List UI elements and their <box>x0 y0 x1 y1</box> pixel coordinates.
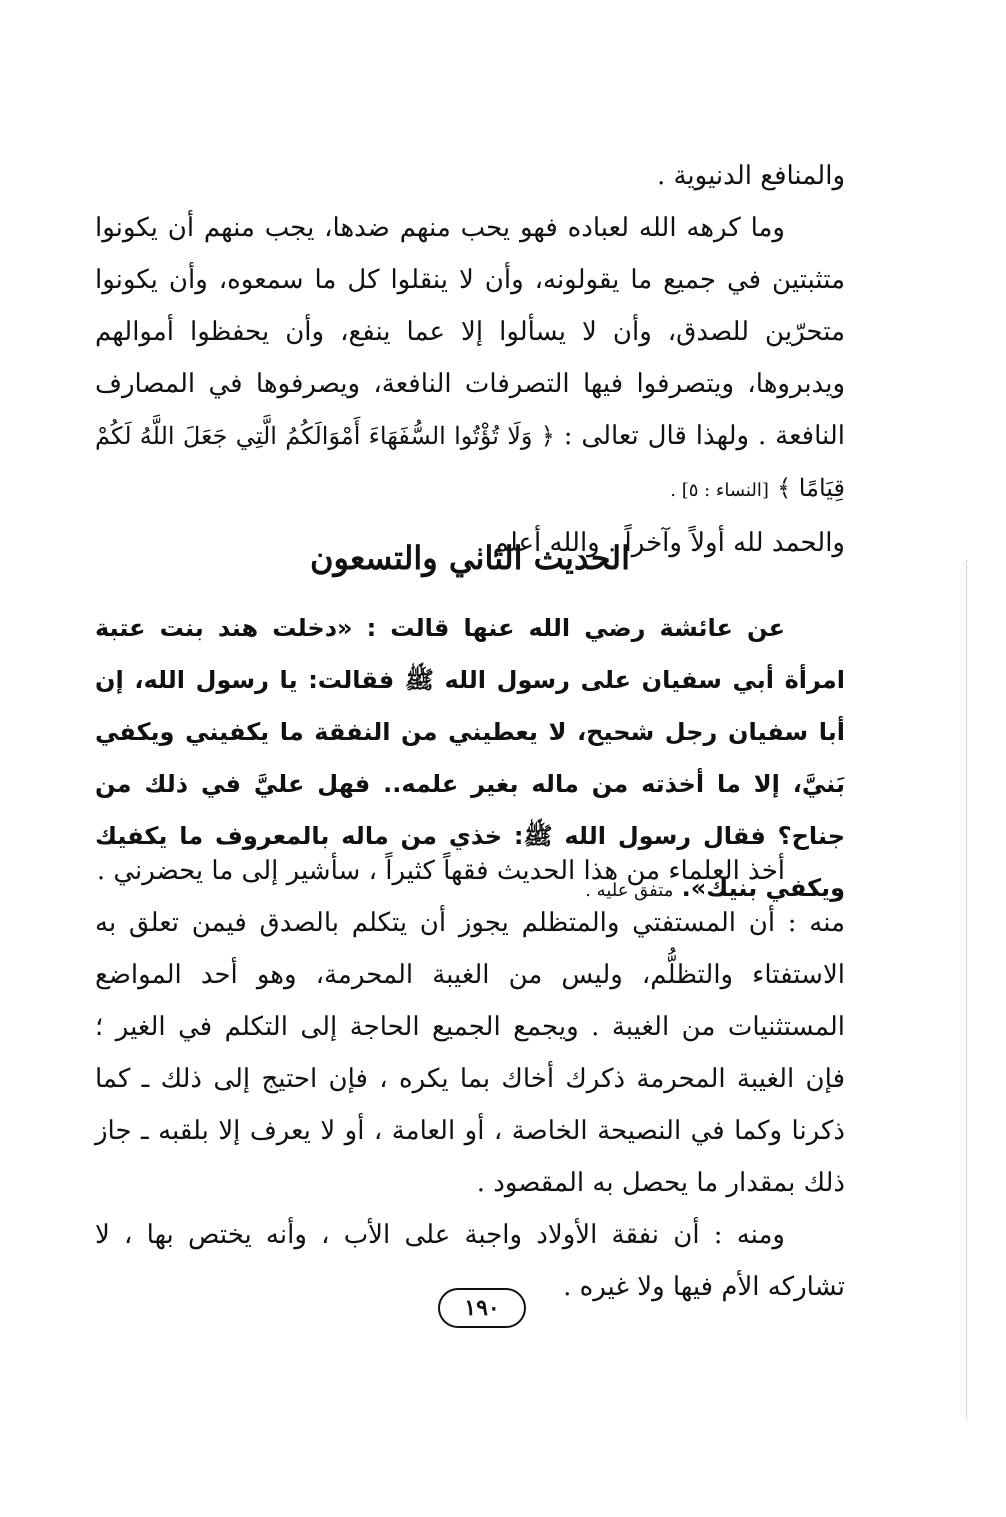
quran-verse: ﴿ وَلَا تُؤْتُوا السُّفَهَاءَ أَمْوَالَكُمُ الَّتِي جَعَلَ اللَّهُ لَكُمْ قِيَامًا ﴾ <box>95 422 845 502</box>
hadith-source: متفق عليه . <box>585 880 674 901</box>
continued-line: والمنافع الدنيوية . <box>656 161 845 191</box>
commentary-maintenance: ومنه : أن نفقة الأولاد واجبة على الأب ، وأنه يختص بها ، لا تشاركه الأم فيها ولا غيره . <box>95 1220 845 1302</box>
commentary-block <box>95 845 845 1313</box>
paragraph-text: وما كرهه الله لعباده فهو يحب منهم ضدها، يجب منهم أن يكونوا متثبتين في جميع ما يقولونه، وأن لا ينقلوا كل ما سمعوه، وأن يكونوا متحرّين للصدق، وأن لا يسألوا إلا عما ينفع، وأن يحفظوا أموالهم ويدبروها، ويتصرفوا فيها التصرفات النافعة، ويصرفوها في المصارف النافعة . ولهذا قال تعالى : <box>95 213 846 451</box>
closing-praise: والحمد لله أولاً وآخراً . والله أعلم . <box>476 528 845 558</box>
section-heading: الحديث الثاني والتسعون <box>309 539 631 577</box>
hadith-text: عن عائشة رضي الله عنها قالت : «دخلت هند بنت عتبة امرأة أبي سفيان على رسول الله ﷺ فقالت: يا رسول الله، إن أبا سفيان رجل شحيح، لا يعطيني من النفقة ما يكفيني ويكفي بَنيَّ، إلا ما أخذته من ماله بغير علمه.. فهل عليَّ في ذلك من جناح؟ فقال رسول الله ﷺ: خذي من ماله بالمعروف ما يكفيك ويكفي بنيك». <box>95 614 845 902</box>
page-number: ١٩٠ <box>438 1288 526 1328</box>
verse-reference: [النساء : ٥] . <box>670 480 769 501</box>
commentary-intro: أخذ العلماء من هذا الحديث فقهاً كثيراً ، سأشير إلى ما يحضرني . <box>96 856 785 886</box>
scan-edge-divider <box>966 560 968 1420</box>
commentary-backbiting: منه : أن المستفتي والمتظلم يجوز أن يتكلم بالصدق فيمن تعلق به الاستفتاء والتظلُّم، وليس من الغيبة المحرمة، وهو أحد المواضع المستثنيات من الغيبة . ويجمع الجميع الحاجة إلى التكلم في الغير ؛ فإن الغيبة المحرمة ذكرك أخاك بما يكره ، فإن احتيج إلى ذلك ـ كما ذكرنا وكما في النصيحة الخاصة ، أو العامة ، أو لا يعرف إلا بلقبه ـ جاز ذلك بمقدار ما يحصل به المقصود . <box>95 908 845 1198</box>
paragraph-allah-dislikes <box>95 202 845 517</box>
upper-text-block <box>95 150 845 569</box>
